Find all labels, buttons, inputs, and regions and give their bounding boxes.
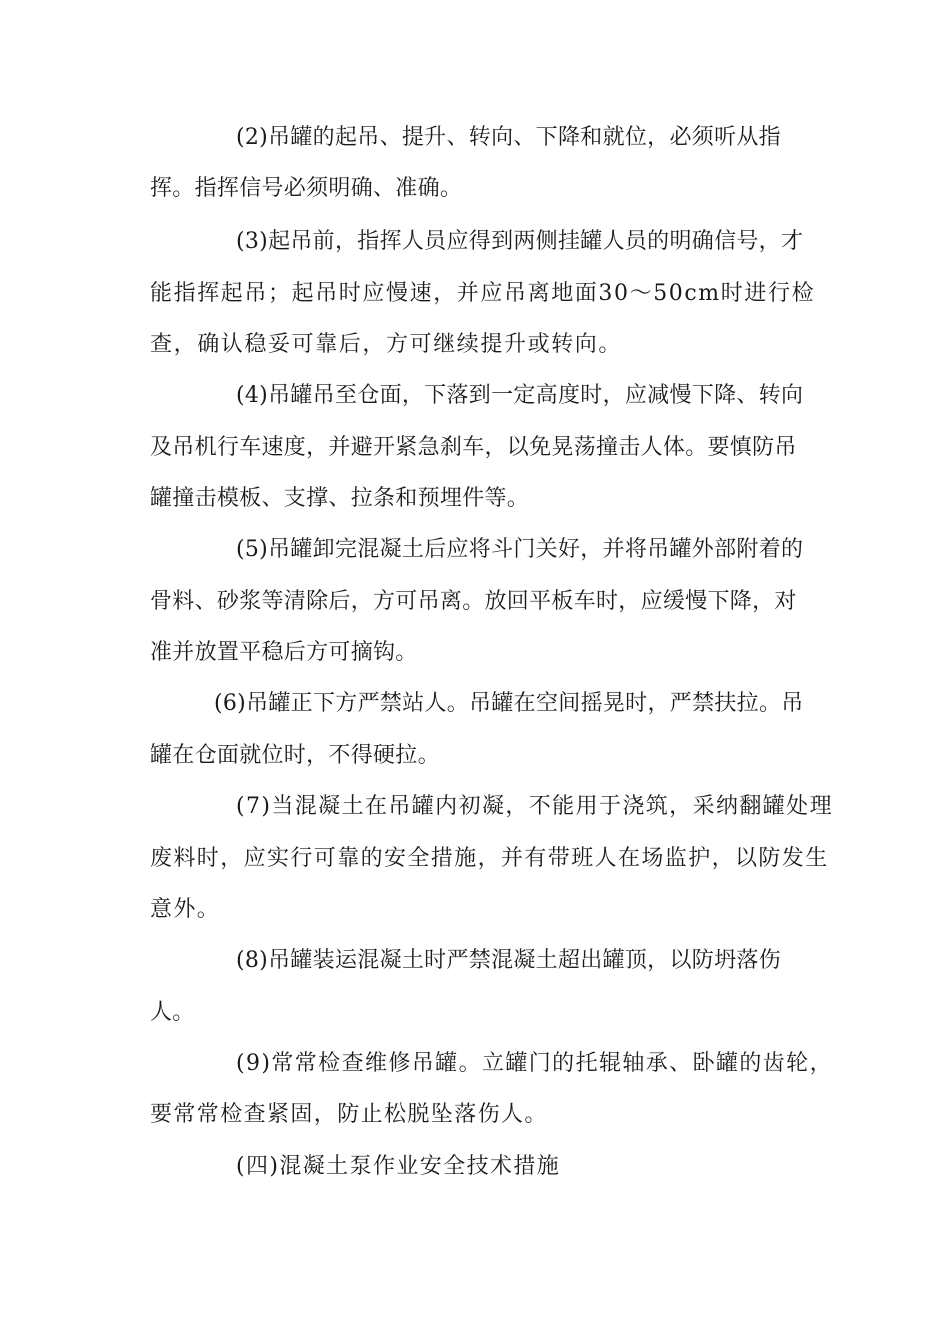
text-line-2: 挥。指挥信号必须明确、准确。 [150,176,463,201]
text-line-4: 能指挥起吊；起吊时应慢速，并应吊离地面30～50cm时进行检 [150,281,816,306]
text-line-11: 准并放置平稳后方可摘钩。 [150,640,418,665]
text-line-17: (8)吊罐装运混凝土时严禁混凝土超出罐顶，以防坍落伤 [236,948,781,973]
text-line-9: (5)吊罐卸完混凝土后应将斗门关好，并将吊罐外部附着的 [236,537,804,562]
text-line-14: (7)当混凝土在吊罐内初凝，不能用于浇筑，采纳翻罐处理 [236,794,833,819]
text-line-12: (6)吊罐正下方严禁站人。吊罐在空间摇晃时，严禁扶拉。吊 [214,691,804,716]
text-line-10: 骨料、砂浆等清除后，方可吊离。放回平板车时，应缓慢下降，对 [150,589,797,614]
section-heading: (四)混凝土泵作业安全技术措施 [236,1154,561,1179]
text-line-1: (2)吊罐的起吊、提升、转向、下降和就位，必须听从指 [236,125,781,150]
text-line-18: 人。 [150,1000,195,1025]
text-line-19: (9)常常检查维修吊罐。立罐门的托辊轴承、卧罐的齿轮， [236,1051,833,1076]
text-line-5: 查，确认稳妥可靠后，方可继续提升或转向。 [150,332,623,357]
text-line-15: 废料时，应实行可靠的安全措施，并有带班人在场监护，以防发生 [150,846,829,871]
text-line-8: 罐撞击模板、支撑、拉条和预埋件等。 [150,486,530,511]
text-line-7: 及吊机行车速度，并避开紧急刹车，以免晃荡撞击人体。要慎防吊 [150,435,797,460]
text-line-6: (4)吊罐吊至仓面，下落到一定高度时，应减慢下降、转向 [236,383,804,408]
text-line-3: (3)起吊前，指挥人员应得到两侧挂罐人员的明确信号，才 [236,229,804,254]
text-line-13: 罐在仓面就位时，不得硬拉。 [150,743,440,768]
text-line-16: 意外。 [150,897,221,922]
text-line-20: 要常常检查紧固，防止松脱坠落伤人。 [150,1102,548,1127]
